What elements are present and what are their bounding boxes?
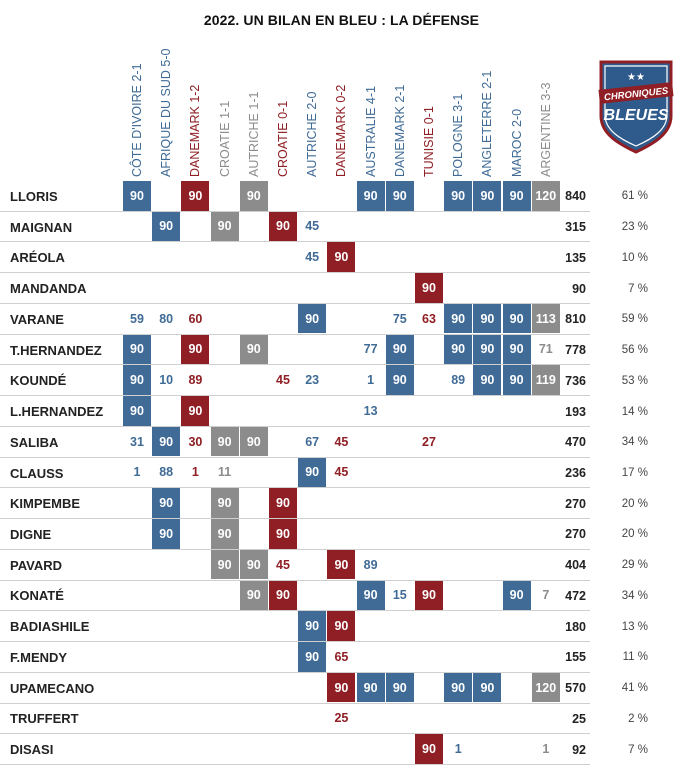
total-minutes: 840 xyxy=(565,189,586,204)
minutes-cell: 90 xyxy=(123,396,151,426)
match-label: AUTRICHE 1-1 xyxy=(246,91,261,177)
minutes-cell: 25 xyxy=(334,711,349,726)
minutes-cell: 90 xyxy=(386,673,414,703)
minutes-cell: 120 xyxy=(532,181,560,211)
minutes-cell: 89 xyxy=(363,557,378,572)
minutes-cell: 90 xyxy=(357,673,385,703)
player-name: SALIBA xyxy=(10,434,59,450)
percent-played: 10 % xyxy=(621,251,648,264)
minutes-cell: 75 xyxy=(392,311,407,326)
percent-played: 59 % xyxy=(621,313,648,326)
player-name: DISASI xyxy=(10,742,54,758)
table-row xyxy=(0,242,683,273)
minutes-cell: 90 xyxy=(327,611,355,641)
percent-played: 20 % xyxy=(621,528,648,541)
minutes-cell: 1 xyxy=(542,742,550,757)
total-minutes: 90 xyxy=(572,281,586,296)
minutes-cell: 45 xyxy=(276,557,290,572)
match-label: DANEMARK 2-1 xyxy=(392,84,407,177)
percent-played: 7 % xyxy=(628,282,648,295)
minutes-cell: 31 xyxy=(130,434,144,449)
table-row xyxy=(0,673,683,704)
minutes-cell: 90 xyxy=(123,181,151,211)
player-name: LLORIS xyxy=(10,188,58,204)
percent-played: 11 % xyxy=(622,651,648,664)
badge-line2: BLEUES xyxy=(603,107,669,124)
minutes-cell: 90 xyxy=(240,581,268,611)
player-name: ARÉOLA xyxy=(10,250,65,266)
minutes-cell: 1 xyxy=(454,742,462,757)
table-row xyxy=(0,550,683,581)
minutes-cell: 90 xyxy=(357,181,385,211)
minutes-cell: 90 xyxy=(415,581,443,611)
minutes-cell: 10 xyxy=(159,373,174,388)
percent-played: 29 % xyxy=(621,559,648,572)
total-minutes: 315 xyxy=(565,220,586,235)
minutes-cell: 60 xyxy=(188,311,203,326)
table-row xyxy=(0,734,683,765)
minutes-cell: 90 xyxy=(269,519,297,549)
minutes-cell: 90 xyxy=(123,335,151,365)
table-row xyxy=(0,212,683,243)
minutes-cell: 90 xyxy=(152,427,180,457)
table-row xyxy=(0,642,683,673)
total-minutes: 470 xyxy=(565,435,586,450)
minutes-cell: 90 xyxy=(473,304,501,334)
minutes-cell: 1 xyxy=(367,373,375,388)
minutes-cell: 90 xyxy=(269,581,297,611)
minutes-cell: 90 xyxy=(211,550,239,580)
player-name: UPAMECANO xyxy=(10,680,95,696)
total-minutes: 25 xyxy=(572,711,586,726)
match-header xyxy=(0,0,683,180)
minutes-cell: 7 xyxy=(542,588,550,603)
minutes-cell: 90 xyxy=(298,642,326,672)
minutes-cell: 23 xyxy=(305,373,320,388)
total-minutes: 404 xyxy=(565,558,586,573)
match-label: DANEMARK 0-2 xyxy=(334,84,349,177)
table-row xyxy=(0,181,683,212)
minutes-cell: 1 xyxy=(191,465,199,480)
match-label: DANEMARK 1-2 xyxy=(188,84,203,177)
minutes-cell: 90 xyxy=(386,181,414,211)
minutes-cell: 11 xyxy=(217,465,232,480)
player-name: KONATÉ xyxy=(10,588,64,604)
percent-played: 53 % xyxy=(621,374,648,387)
player-name: BADIASHILE xyxy=(10,619,90,635)
minutes-cell: 90 xyxy=(211,519,239,549)
badge-stars: ★★ xyxy=(627,72,645,83)
chroniques-bleues-logo xyxy=(597,58,675,154)
minutes-cell: 119 xyxy=(532,365,560,395)
table-row xyxy=(0,427,683,458)
match-label: TUNISIE 0-1 xyxy=(422,106,436,177)
table-row xyxy=(0,488,683,519)
minutes-cell: 45 xyxy=(305,219,320,234)
match-label: CROATIE 1-1 xyxy=(217,100,232,177)
minutes-cell: 90 xyxy=(152,519,180,549)
row-divider xyxy=(0,764,590,765)
minutes-cell: 90 xyxy=(386,335,414,365)
minutes-cell: 90 xyxy=(240,550,268,580)
player-name: TRUFFERT xyxy=(10,711,79,727)
minutes-cell: 90 xyxy=(503,365,531,395)
total-minutes: 472 xyxy=(565,588,586,603)
minutes-cell: 1 xyxy=(133,465,141,480)
minutes-cell: 90 xyxy=(211,427,239,457)
minutes-cell: 90 xyxy=(357,581,385,611)
minutes-cell: 90 xyxy=(327,242,355,272)
table-row xyxy=(0,396,683,427)
percent-played: 13 % xyxy=(621,620,648,633)
minutes-cell: 89 xyxy=(451,373,466,388)
minutes-cell: 63 xyxy=(422,311,436,326)
minutes-cell: 65 xyxy=(334,649,349,664)
total-minutes: 810 xyxy=(565,312,586,327)
minutes-cell: 113 xyxy=(532,304,560,334)
minutes-cell: 59 xyxy=(130,311,144,326)
minutes-cell: 90 xyxy=(503,335,531,365)
percent-played: 17 % xyxy=(621,467,648,480)
minutes-cell: 90 xyxy=(503,304,531,334)
minutes-cell: 13 xyxy=(363,403,378,418)
minutes-cell: 90 xyxy=(269,488,297,518)
player-name: VARANE xyxy=(10,311,64,327)
minutes-cell: 90 xyxy=(181,396,209,426)
minutes-cell: 90 xyxy=(152,488,180,518)
total-minutes: 193 xyxy=(565,404,586,419)
minutes-cell: 90 xyxy=(503,581,531,611)
match-label: CÔTE D'IVOIRE 2-1 xyxy=(130,63,144,177)
player-name: MAIGNAN xyxy=(10,219,73,235)
minutes-cell: 90 xyxy=(269,212,297,242)
minutes-cell: 45 xyxy=(334,434,349,449)
page-title: 2022. UN BILAN EN BLEU : LA DÉFENSE xyxy=(203,12,480,28)
percent-played: 2 % xyxy=(628,712,648,725)
minutes-cell: 27 xyxy=(422,434,436,449)
percent-played: 23 % xyxy=(621,221,648,234)
percent-played: 20 % xyxy=(621,497,648,510)
minutes-cell: 90 xyxy=(386,365,414,395)
minutes-cell: 45 xyxy=(276,373,290,388)
total-minutes: 570 xyxy=(565,681,586,696)
table-row xyxy=(0,458,683,489)
minutes-cell: 90 xyxy=(123,365,151,395)
minutes-cell: 90 xyxy=(473,365,501,395)
total-minutes: 155 xyxy=(565,650,586,665)
minutes-cell: 90 xyxy=(240,181,268,211)
match-label: ARGENTINE 3-3 xyxy=(538,82,553,177)
minutes-cell: 90 xyxy=(473,335,501,365)
match-label: AUSTRALIE 4-1 xyxy=(363,85,378,177)
minutes-cell: 90 xyxy=(444,335,472,365)
match-label: AFRIQUE DU SUD 5-0 xyxy=(159,48,174,177)
match-label: POLOGNE 3-1 xyxy=(451,93,466,177)
table-row xyxy=(0,365,683,396)
minutes-cell: 90 xyxy=(327,550,355,580)
percent-played: 61 % xyxy=(621,190,648,203)
table-row xyxy=(0,335,683,366)
minutes-cell: 90 xyxy=(415,734,443,764)
match-label: ANGLETERRE 2-1 xyxy=(480,70,495,177)
minutes-cell: 90 xyxy=(152,212,180,242)
minutes-cell: 71 xyxy=(538,342,553,357)
minutes-cell: 90 xyxy=(415,273,443,303)
player-name: F.MENDY xyxy=(10,649,68,665)
minutes-cell: 80 xyxy=(159,311,174,326)
minutes-cell: 90 xyxy=(444,304,472,334)
percent-played: 14 % xyxy=(621,405,648,418)
minutes-cell: 88 xyxy=(159,465,174,480)
match-label: MAROC 2-0 xyxy=(509,108,524,177)
total-minutes: 270 xyxy=(565,527,586,542)
percent-played: 41 % xyxy=(621,682,648,695)
total-minutes: 135 xyxy=(565,250,586,265)
table-row xyxy=(0,611,683,642)
minutes-cell: 90 xyxy=(181,181,209,211)
minutes-cell: 67 xyxy=(305,434,320,449)
player-name: L.HERNANDEZ xyxy=(10,404,104,420)
minutes-cell: 90 xyxy=(298,611,326,641)
minutes-cell: 90 xyxy=(444,673,472,703)
player-name: MANDANDA xyxy=(10,281,87,297)
minutes-cell: 90 xyxy=(240,335,268,365)
player-name: KIMPEMBE xyxy=(10,496,81,512)
badge-line1: CHRONIQUES xyxy=(603,85,669,104)
minutes-cell: 90 xyxy=(211,488,239,518)
minutes-cell: 15 xyxy=(392,588,407,603)
minutes-cell: 45 xyxy=(334,465,349,480)
minutes-cell: 90 xyxy=(181,335,209,365)
match-label: AUTRICHE 2-0 xyxy=(305,91,320,177)
minutes-cell: 120 xyxy=(532,673,560,703)
player-name: T.HERNANDEZ xyxy=(10,342,102,358)
total-minutes: 736 xyxy=(565,373,586,388)
percent-played: 34 % xyxy=(621,436,648,449)
minutes-cell: 90 xyxy=(503,181,531,211)
total-minutes: 180 xyxy=(565,619,586,634)
table-row xyxy=(0,581,683,612)
minutes-cell: 90 xyxy=(444,181,472,211)
total-minutes: 270 xyxy=(565,496,586,511)
player-name: PAVARD xyxy=(10,557,62,573)
minutes-cell: 30 xyxy=(188,434,203,449)
player-name: CLAUSS xyxy=(10,465,64,481)
player-name: KOUNDÉ xyxy=(10,373,67,389)
minutes-cell: 89 xyxy=(188,373,203,388)
percent-played: 56 % xyxy=(621,344,648,357)
minutes-cell: 90 xyxy=(327,673,355,703)
minutes-cell: 90 xyxy=(211,212,239,242)
table-row xyxy=(0,704,683,735)
percent-played: 34 % xyxy=(621,589,648,602)
player-name: DIGNE xyxy=(10,526,52,542)
total-minutes: 92 xyxy=(572,742,586,757)
minutes-cell: 90 xyxy=(473,673,501,703)
table-row xyxy=(0,304,683,335)
minutes-cell: 90 xyxy=(298,304,326,334)
minutes-cell: 90 xyxy=(473,181,501,211)
minutes-cell: 77 xyxy=(363,342,378,357)
minutes-cell: 45 xyxy=(305,250,320,265)
percent-played: 7 % xyxy=(628,743,648,756)
table-row xyxy=(0,519,683,550)
minutes-cell: 90 xyxy=(240,427,268,457)
total-minutes: 236 xyxy=(565,466,586,481)
match-label: CROATIE 0-1 xyxy=(276,100,290,177)
minutes-cell: 90 xyxy=(298,458,326,488)
table-row xyxy=(0,273,683,304)
total-minutes: 778 xyxy=(565,343,586,358)
